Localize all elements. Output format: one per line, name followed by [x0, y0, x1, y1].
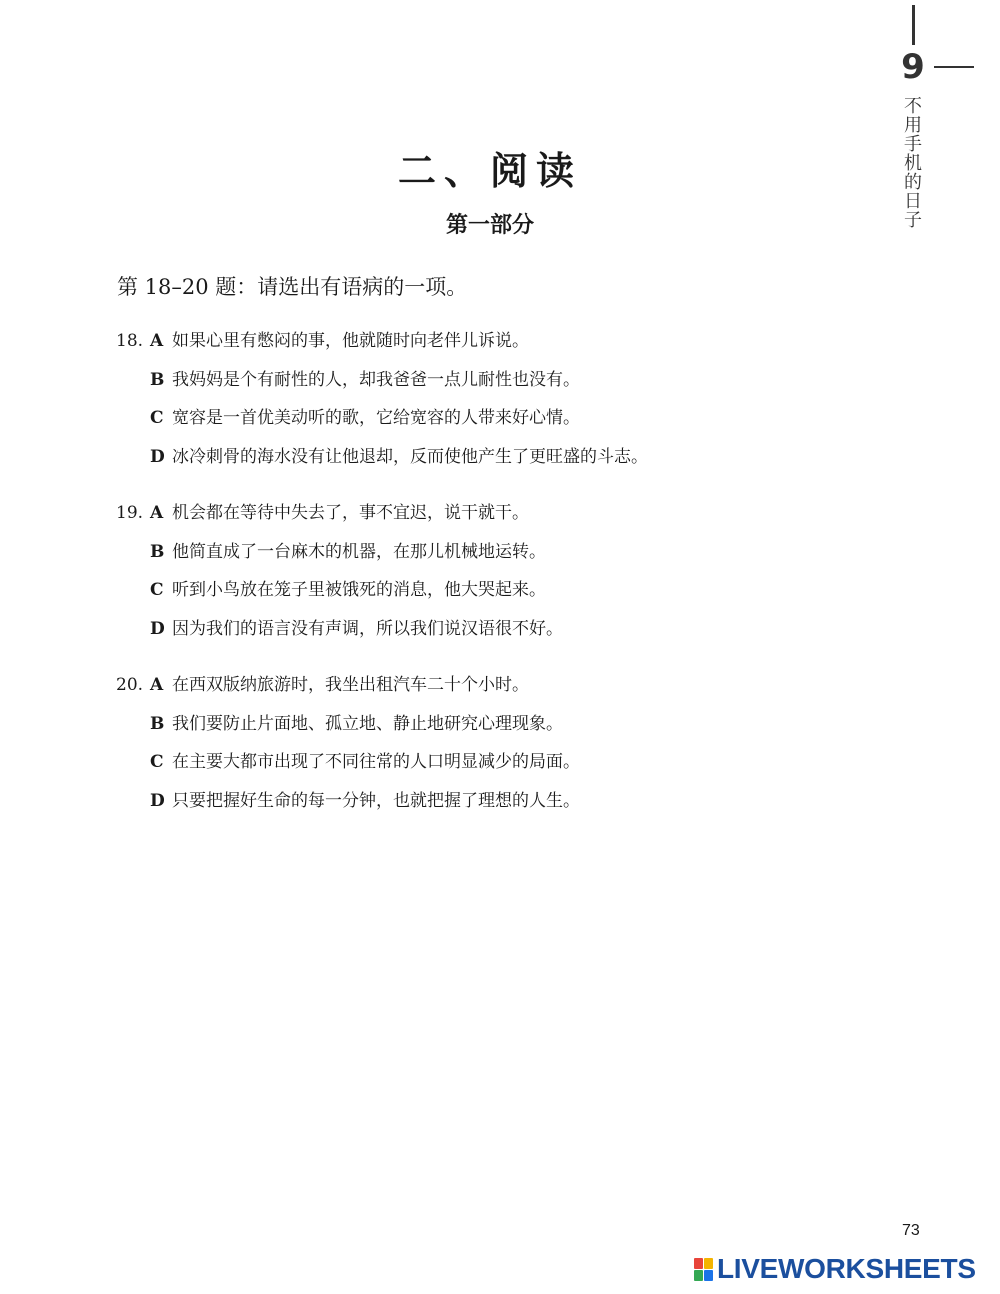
liveworksheets-logo — [694, 1254, 976, 1284]
option-text: 如果心里有憋闷的事，他就随时向老伴儿诉说。 — [172, 331, 529, 351]
option-text: 宽容是一首优美动听的歌，它给宽容的人带来好心情。 — [172, 408, 580, 428]
question-number: 20. — [116, 675, 144, 695]
option-letter: B — [150, 369, 165, 390]
option-text: 只要把握好生命的每一分钟，也就把握了理想的人生。 — [172, 790, 580, 811]
chapter-title: 不用手机的日子 — [901, 96, 922, 229]
option-text: 我妈妈是个有耐性的人，却我爸爸一点儿耐性也没有。 — [172, 369, 580, 390]
badge-tile — [694, 1258, 703, 1269]
option-row — [116, 494, 563, 533]
question-number: 18. — [116, 331, 144, 351]
badge-tile — [704, 1258, 713, 1269]
question-18 — [116, 322, 648, 476]
option-row — [116, 666, 580, 705]
option-text: 机会都在等待中失去了，事不宜迟，说干就干。 — [172, 503, 529, 523]
option-text: 因为我们的语言没有声调，所以我们说汉语很不好。 — [172, 618, 563, 639]
option-letter: D — [150, 790, 165, 811]
logo-wordmark: LIVEWORKSHEETS — [717, 1253, 976, 1284]
option-text: 我们要防止片面地、孤立地、静止地研究心理现象。 — [172, 713, 563, 734]
option-letter: A — [150, 675, 164, 695]
option-text: 在西双版纳旅游时，我坐出租汽车二十个小时。 — [172, 675, 529, 695]
logo-badge-icon — [694, 1258, 713, 1281]
section-title: 二、阅读 — [397, 148, 582, 193]
option-row — [116, 322, 648, 361]
chapter-divider-vertical — [912, 5, 915, 45]
option-letter: A — [150, 331, 164, 351]
option-letter: C — [150, 752, 164, 772]
option-letter: C — [150, 408, 164, 428]
option-row — [116, 438, 648, 477]
option-row — [116, 361, 648, 400]
option-row — [116, 399, 648, 438]
option-row — [116, 705, 580, 744]
option-letter: B — [150, 713, 165, 734]
option-text: 听到小鸟放在笼子里被饿死的消息，他大哭起来。 — [172, 580, 546, 600]
option-letter: D — [150, 618, 165, 639]
option-row — [116, 571, 563, 610]
chapter-number: 9 — [901, 47, 925, 87]
option-row — [116, 743, 580, 782]
option-text: 在主要大都市出现了不同往常的人口明显减少的局面。 — [172, 752, 580, 772]
badge-tile — [704, 1270, 713, 1281]
page-number: 73 — [902, 1222, 920, 1239]
option-letter: A — [150, 503, 164, 523]
badge-tile — [694, 1270, 703, 1281]
option-text: 他简直成了一台麻木的机器，在那儿机械地运转。 — [172, 541, 546, 562]
chapter-divider-horizontal — [934, 66, 974, 68]
question-number: 19. — [116, 503, 144, 523]
instruction-text: 第 18–20 题：请选出有语病的一项。 — [117, 275, 468, 299]
option-letter: D — [150, 446, 165, 467]
option-row — [116, 782, 580, 821]
question-19 — [116, 494, 563, 648]
option-letter: C — [150, 580, 164, 600]
question-20 — [116, 666, 580, 820]
option-text: 冰冷刺骨的海水没有让他退却，反而使他产生了更旺盛的斗志。 — [172, 446, 648, 467]
part-title: 第一部分 — [445, 212, 534, 238]
option-row — [116, 610, 563, 649]
option-row — [116, 533, 563, 572]
option-letter: B — [150, 541, 165, 562]
